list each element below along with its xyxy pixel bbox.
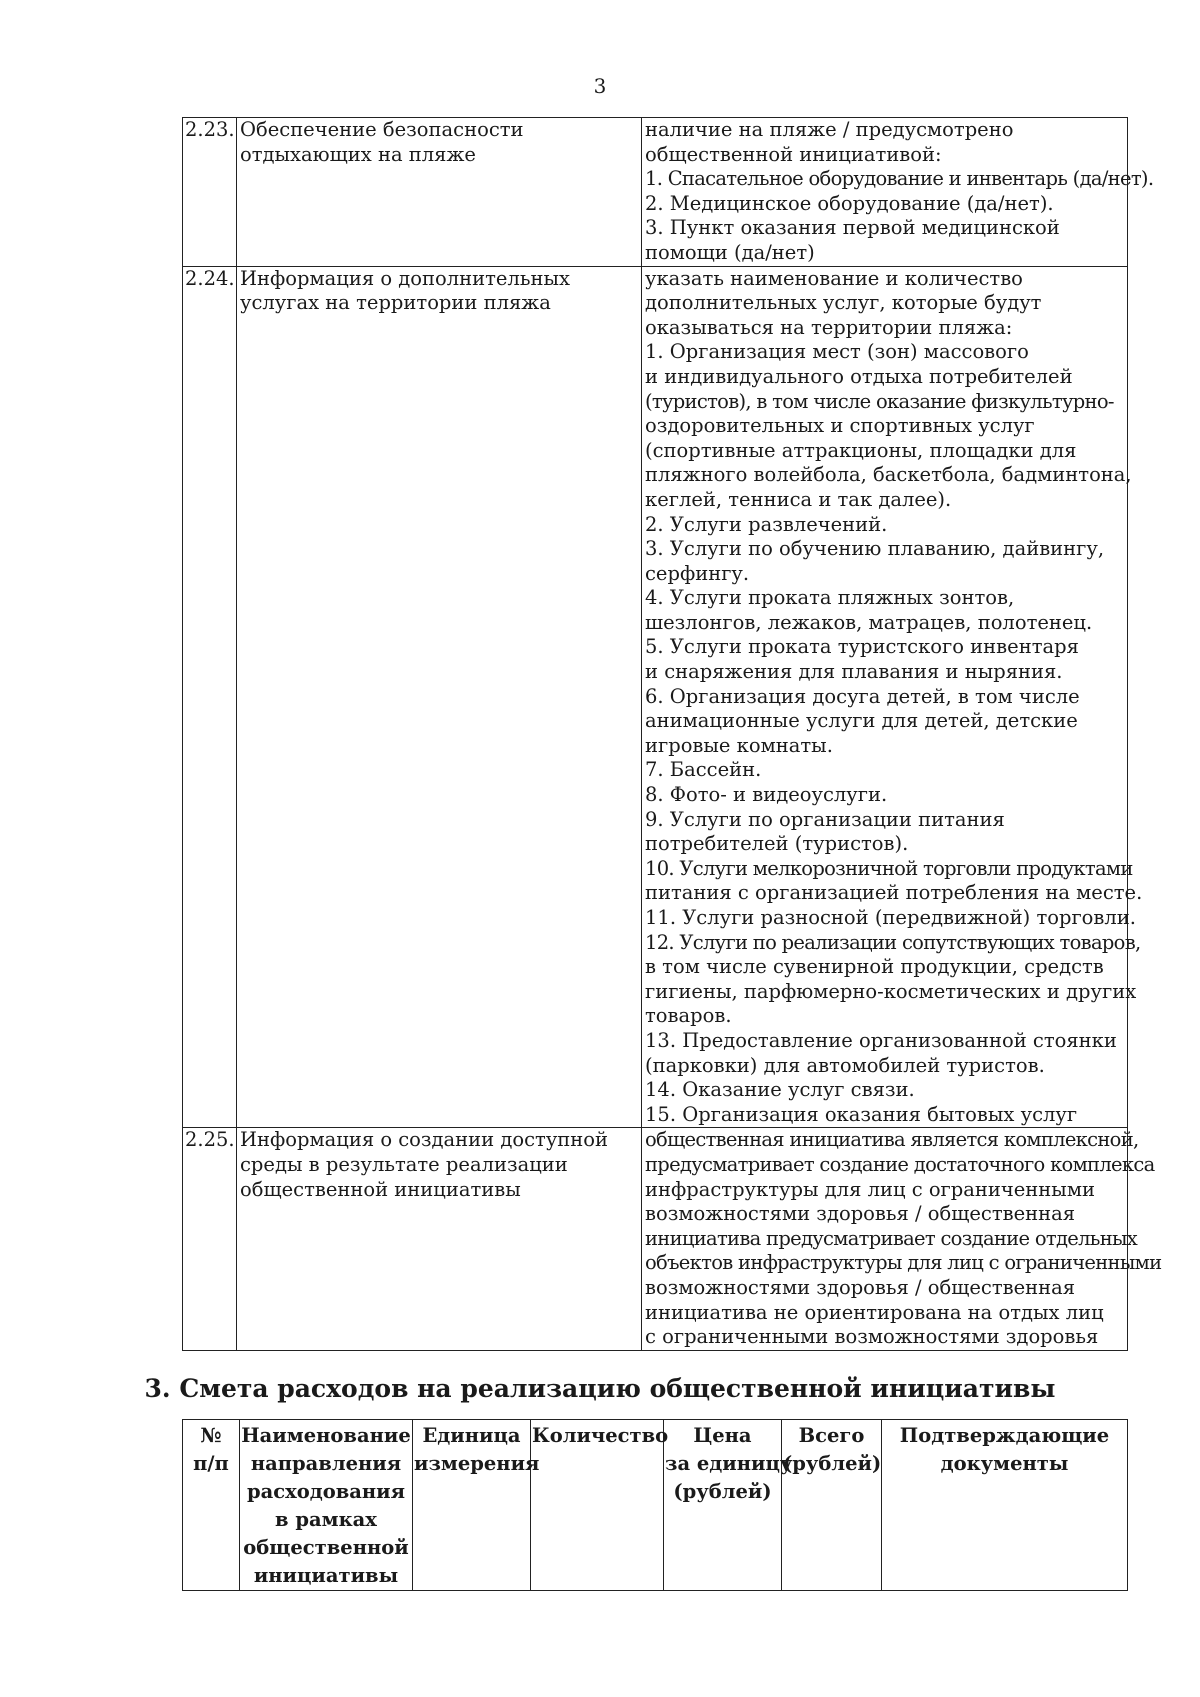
row-value-line: питания с организацией потребления на месте.: [645, 881, 1143, 905]
row-value-line: пляжного волейбола, баскетбола, бадминтона,: [645, 463, 1132, 487]
budget-header-cell: [882, 1420, 1128, 1591]
row-value-line: 12. Услуги по реализации сопутствующих товаров,: [645, 930, 1141, 954]
row-value-line: 6. Организация досуга детей, в том числе: [645, 684, 1080, 708]
row-name-line: отдыхающих на пляже: [240, 142, 476, 166]
info-table-body: [183, 118, 1162, 1351]
row-value-line: товаров.: [645, 1004, 732, 1028]
page-number: 3: [593, 74, 607, 98]
row-value-line: 11. Услуги разносной (передвижной) торговли.: [645, 906, 1136, 929]
row-number: 2.25.: [183, 1128, 237, 1350]
budget-header-line: Всего: [798, 1424, 865, 1447]
row-value-line: потребителей (туристов).: [645, 832, 909, 856]
info-table: [182, 117, 1162, 1351]
row-value-line: (парковки) для автомобилей туристов.: [645, 1053, 1045, 1077]
row-value-line: возможностями здоровья / общественная: [645, 1275, 1076, 1299]
budget-header-line: (рублей): [783, 1452, 882, 1475]
budget-header-cell: [782, 1420, 882, 1591]
row-value-line: гигиены, парфюмерно-косметических и других: [645, 979, 1137, 1003]
budget-header-line: общественной: [243, 1536, 409, 1559]
budget-header-line: Количество: [532, 1424, 669, 1447]
row-value-line: оказываться на территории пляжа:: [645, 315, 1013, 339]
budget-header-line: направления: [250, 1452, 402, 1475]
row-value-line: объектов инфраструктуры для лиц с ограниченными: [645, 1251, 1162, 1275]
row-value-line: в том числе сувенирной продукции, средств: [645, 955, 1104, 979]
row-value-line: кеглей, тенниса и так далее).: [645, 487, 952, 511]
budget-header-line: Подтверждающие: [899, 1424, 1110, 1447]
budget-header-line: в рамках: [275, 1508, 377, 1531]
row-value-line: 13. Предоставление организованной стоянки: [645, 1028, 1117, 1052]
row-value-line: 5. Услуги проката туристского инвентаря: [645, 635, 1079, 659]
budget-header-line: №: [200, 1424, 222, 1447]
row-value-line: 1. Организация мест (зон) массового: [645, 340, 1029, 364]
row-value-line: шезлонгов, лежаков, матрацев, полотенец.: [645, 610, 1093, 634]
table-row: [183, 1128, 1128, 1350]
budget-header-cell: [413, 1420, 540, 1591]
row-value-line: 1. Спасательное оборудование и инвентарь (да/нет).: [645, 167, 1154, 191]
table-row: [183, 118, 1128, 267]
row-value-line: наличие на пляже / предусмотрено: [645, 118, 1014, 141]
row-value-line: 7. Бассейн.: [645, 758, 762, 782]
row-value-line: 9. Услуги по организации питания: [645, 807, 1005, 831]
row-name-line: Информация о создании доступной: [240, 1128, 609, 1152]
budget-table: [182, 1419, 1128, 1591]
row-value-line: игровые комнаты.: [645, 733, 833, 757]
budget-header-line: документы: [940, 1452, 1069, 1475]
budget-header-line: инициативы: [253, 1564, 399, 1587]
row-name-line: услугах на территории пляжа: [240, 291, 551, 315]
row-name-line: среды в результате реализации: [240, 1152, 568, 1176]
row-name-line: общественной инициативы: [240, 1177, 521, 1201]
row-value-line: 4. Услуги проката пляжных зонтов,: [645, 586, 1015, 610]
row-value-line: предусматривает создание достаточного комплекса: [645, 1152, 1155, 1176]
row-name-line: Обеспечение безопасности: [240, 118, 524, 141]
row-value-line: и индивидуального отдыха потребителей: [645, 364, 1073, 388]
row-value: [642, 266, 1143, 1128]
row-value-line: (спортивные аттракционы, площадки для: [645, 438, 1077, 462]
budget-header-row: [183, 1420, 1128, 1591]
row-value-line: инициатива не ориентирована на отдых лиц: [645, 1300, 1104, 1324]
row-value-line: 8. Фото- и видеоуслуги.: [645, 783, 888, 807]
budget-header-line: расходования: [246, 1480, 406, 1503]
row-name-line: Информация о дополнительных: [240, 266, 570, 290]
budget-header-line: измерения: [414, 1452, 540, 1475]
row-value-line: общественная инициатива является комплексной,: [645, 1128, 1139, 1152]
row-value-line: помощи (да/нет): [645, 240, 815, 264]
row-value-line: дополнительных услуг, которые будут: [645, 291, 1042, 315]
row-name: [237, 266, 642, 1128]
row-value-line: оздоровительных и спортивных услуг: [645, 414, 1035, 438]
row-value-line: инициатива предусматривает создание отдельных: [645, 1226, 1138, 1250]
row-value-line: 15. Организация оказания бытовых услуг: [645, 1102, 1078, 1126]
row-value-line: серфингу.: [645, 561, 750, 585]
row-value-line: (туристов), в том числе оказание физкультурно-: [645, 389, 1114, 413]
row-value-line: 14. Оказание услуг связи.: [645, 1078, 915, 1102]
budget-header-line: (рублей): [673, 1480, 772, 1503]
budget-header-cell: [664, 1420, 793, 1591]
row-name: [237, 1128, 642, 1350]
row-value-line: возможностями здоровья / общественная: [645, 1202, 1076, 1226]
row-number: 2.24.: [183, 266, 237, 1128]
row-value-line: и снаряжения для плавания и ныряния.: [645, 660, 1063, 684]
row-value: [642, 1128, 1162, 1350]
row-value-line: инфраструктуры для лиц с ограниченными: [645, 1177, 1095, 1201]
budget-header-cell: [183, 1420, 240, 1591]
row-name: [237, 118, 642, 267]
budget-header-line: за единицу: [665, 1452, 793, 1475]
row-number: 2.23.: [183, 118, 237, 267]
section-title: 3. Смета расходов на реализацию общественной инициативы: [144, 1374, 1056, 1403]
row-value: [642, 118, 1154, 267]
table-row: [183, 266, 1128, 1128]
budget-header-cell: [531, 1420, 669, 1591]
budget-header-cell: [240, 1420, 413, 1591]
row-value-line: анимационные услуги для детей, детские: [645, 709, 1078, 733]
row-value-line: 10. Услуги мелкорозничной торговли продуктами: [645, 856, 1133, 880]
budget-header-line: Наименование: [241, 1424, 411, 1447]
budget-header-line: п/п: [193, 1452, 229, 1475]
budget-header-line: Цена: [693, 1424, 752, 1447]
row-value-line: 3. Пункт оказания первой медицинской: [645, 216, 1060, 240]
row-value-line: 2. Услуги развлечений.: [645, 512, 888, 536]
row-value-line: 2. Медицинское оборудование (да/нет).: [645, 191, 1054, 215]
row-value-line: 3. Услуги по обучению плаванию, дайвингу,: [645, 537, 1105, 561]
row-value-line: общественной инициативой:: [645, 142, 942, 166]
row-value-line: указать наименование и количество: [645, 266, 1023, 290]
row-value-line: с ограниченными возможностями здоровья: [645, 1325, 1099, 1349]
budget-header-line: Единица: [422, 1424, 521, 1447]
